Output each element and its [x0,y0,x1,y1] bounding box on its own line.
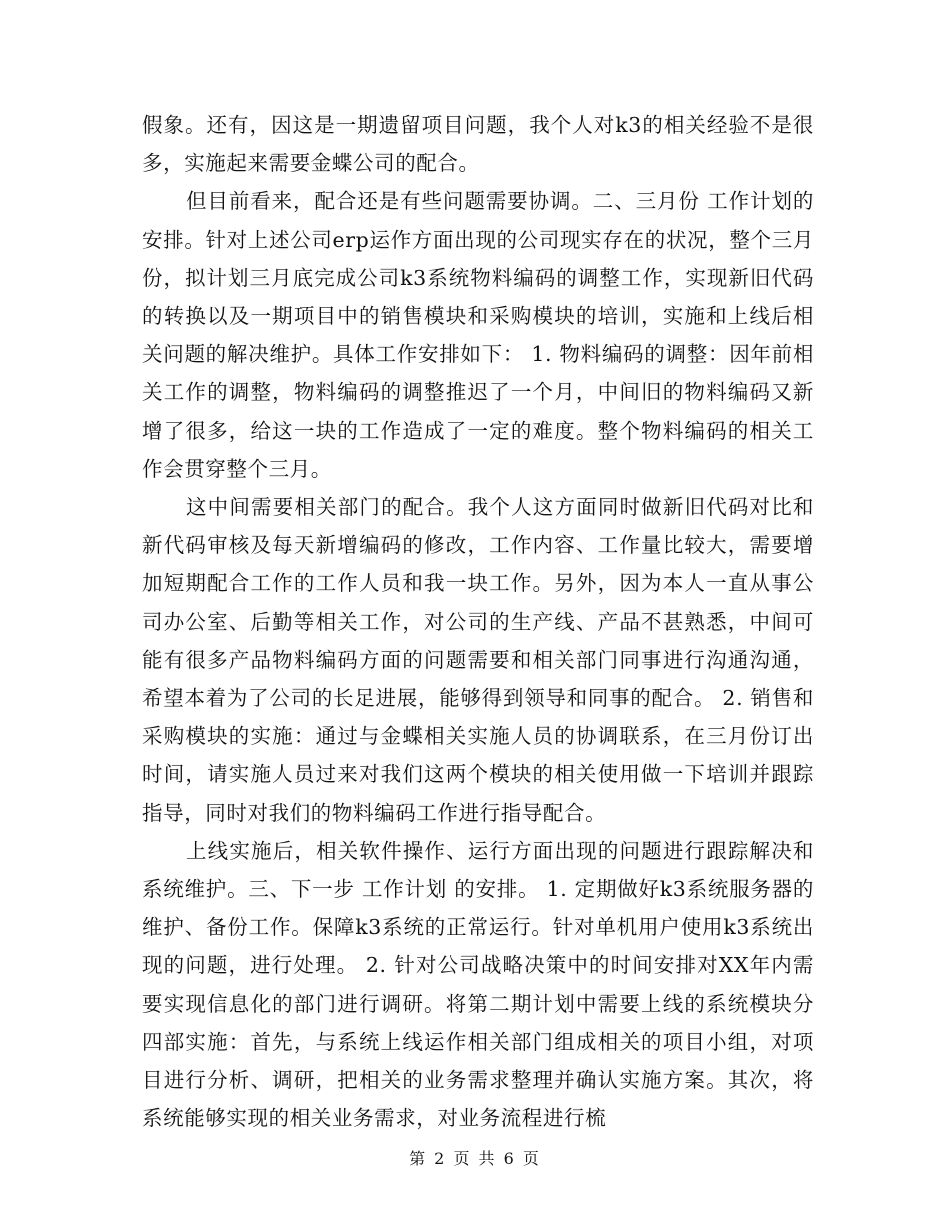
paragraph-1: 假象。还有，因这是一期遗留项目问题，我个人对k3的相关经验不是很多，实施起来需要金蝶公司的配合。 [142,113,814,176]
page-number-footer: 第 2 页 共 6 页 [409,1149,541,1168]
paragraph-4: 上线实施后，相关软件操作、运行方面出现的问题进行跟踪解决和系统维护。三、下一步 工作计划 的安排。 1. 定期做好k3系统服务器的维护、备份工作。保障k3系统的正常运行。针对单机用户使用k3系统出现的问题，进行处理。 2. 针对公司战略决策中的时间安排对XX年内需要实现信息化的部门进行调研。将第二期计划中需要上线的系统模块分四部实施：首先，与系统上线运作相关部门组成相关的项目小组，对项目进行分析、调研，把相关的业务需求整理并确认实施方案。其次，将系统能够实现的相关业务需求，对业务流程进行梳 [142,838,814,1131]
paragraph-3: 这中间需要相关部门的配合。我个人这方面同时做新旧代码对比和新代码审核及每天新增编码的修改，工作内容、工作量比较大，需要增加短期配合工作的工作人员和我一块工作。另外，因为本人一直从事公司办公室、后勤等相关工作，对公司的生产线、产品不甚熟悉，中间可能有很多产品物料编码方面的问题需要和相关部门同事进行沟通沟通，希望本着为了公司的长足进展，能够得到领导和同事的配合。 2. 销售和采购模块的实施：通过与金蝶相关实施人员的协调联系，在三月份订出时间，请实施人员过来对我们这两个模块的相关使用做一下培训并跟踪指导，同时对我们的物料编码工作进行指导配合。 [142,495,814,825]
paragraph-2: 但目前看来，配合还是有些问题需要协调。二、三月份 工作计划的安排。针对上述公司erp运作方面出现的公司现实存在的状况，整个三月份，拟计划三月底完成公司k3系统物料编码的调整工作，实现新旧代码的转换以及一期项目中的销售模块和采购模块的培训，实施和上线后相关问题的解决维护。具体工作安排如下： 1. 物料编码的调整：因年前相关工作的调整，物料编码的调整推迟了一个月，中间旧的物料编码又新增了很多，给这一块的工作造成了一定的难度。整个物料编码的相关工作会贯穿整个三月。 [142,189,814,481]
document-body [142,106,814,1137]
